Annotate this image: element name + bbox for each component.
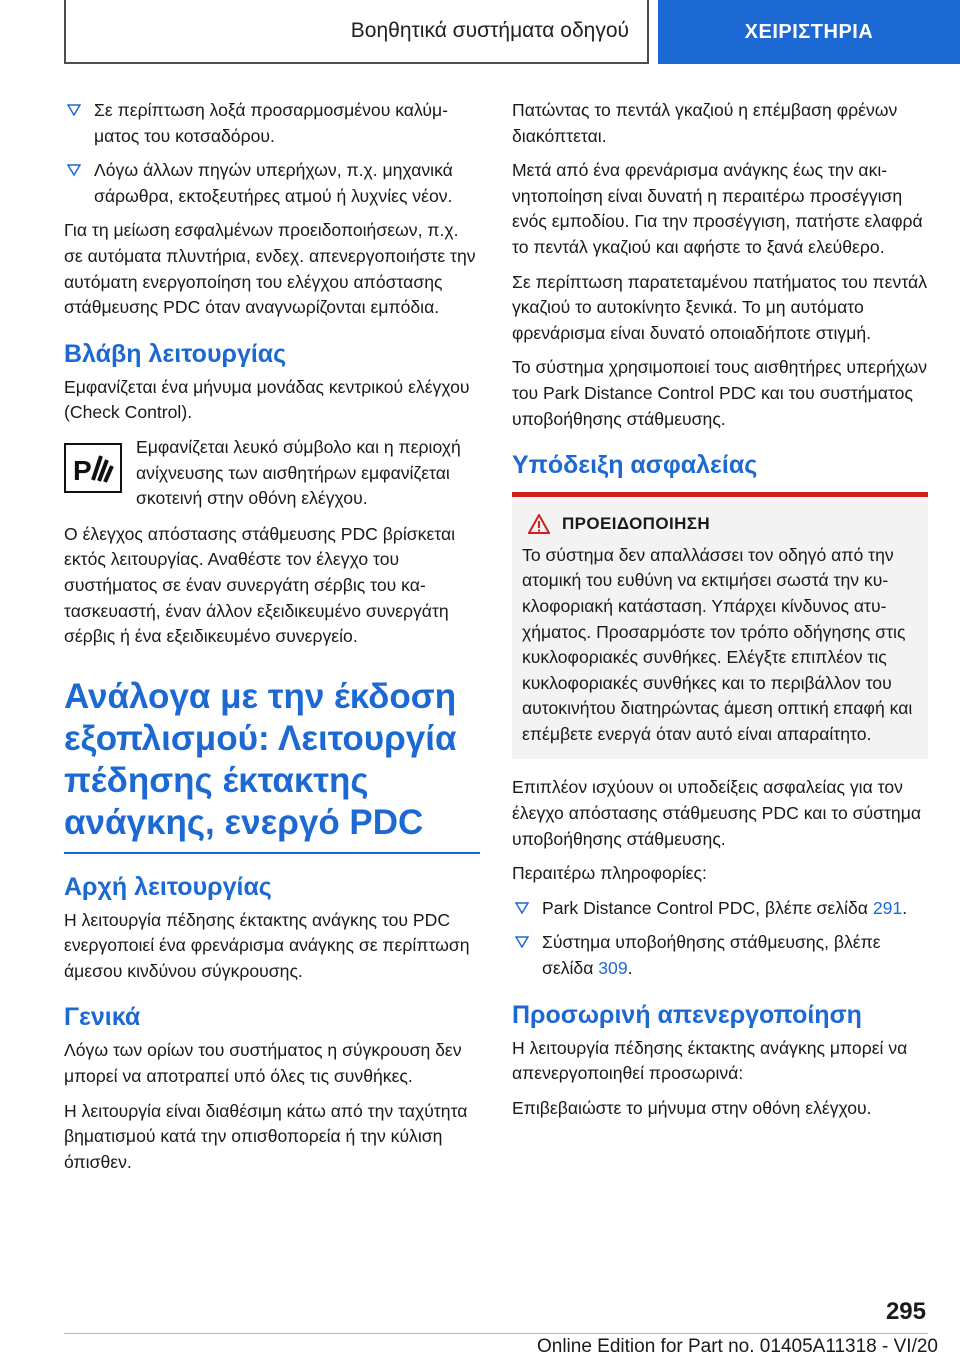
icon-note-text: Εμφανίζεται λευκό σύμβολο και η περιοχή ανίχνευσης των αισθητήρων εμφανίζεται σκοτεινή στην οθόνη ελέγχου.: [136, 436, 461, 509]
chapter-tab[interactable]: [658, 0, 960, 64]
right-column: [512, 98, 928, 1130]
list-item: Park Distance Control PDC, βλέπε σελίδα 291.: [512, 896, 928, 922]
paragraph: Λόγω των ορίων του συστήματος η σύγκρουση δεν μπορεί να αποτραπεί υπό όλες τις συνθήκες.: [64, 1040, 462, 1087]
page-link-309[interactable]: 309: [598, 958, 628, 979]
warning-text: Το σύστημα δεν απαλλάσσει τον οδηγό από την ατομική του ευθύνη να εκτιμήσει σωστά την κυκλοφοριακή κατάσταση. Υπάρχει κίνδυνος ατυχήματος. Προσαρμόστε τον τρόπο οδήγησης στις κυκλοφοριακές συνθήκες. Ελέγξτε επιπλέον τις κυκλοφοριακές συνθήκες και το περιβάλλον του αυτοκινήτου διατηρώντας άμεση οπτική επαφή και επέμβετε ενεργά όταν αυτό είναι απαραίτητο.: [522, 544, 913, 744]
warning-title: ΠΡΟΕΙΔΟΠΟΙΗΣΗ: [562, 514, 711, 534]
left-column: [64, 98, 480, 1184]
list-item: [64, 158, 480, 209]
list-item-text: Park Distance Control PDC, βλέπε σελίδα: [542, 897, 868, 918]
list-item-text: Σε περίπτωση λοξά προσαρμοσμένου καλύμματος του κοτσαδόρου.: [94, 100, 448, 146]
paragraph: Περαιτέρω πληροφορίες:: [512, 863, 707, 884]
paragraph: Η λειτουργία πέδησης έκτακτης ανάγκης του PDC ενεργοποιεί ένα φρενάρισμα ανάγκης σε περίπτωση άμεσου κινδύνου σύγκρουσης.: [64, 909, 470, 981]
heading-principle: Αρχή λειτουργίας: [64, 872, 272, 901]
paragraph: Για τη μείωση εσφαλμένων προειδοποιήσεων, π.χ. σε αυτόματα πλυντήρια, ενδεχ. απενεργοποιήστε την αυτόματη ενεργοποίηση του ελέγχου απόστασης στάθμευσης PDC όταν αναγνωρίζονται εμπόδια.: [64, 220, 476, 318]
bullet-triangle-icon: [67, 104, 81, 116]
heading-temp-deactivation: Προσωρινή απενεργοποίηση: [512, 1000, 862, 1029]
paragraph: Επιβεβαιώστε το μήνυμα στην οθόνη ελέγχου.: [512, 1097, 872, 1118]
warning-triangle-icon: [528, 514, 550, 534]
paragraph: Σε περίπτωση παρατεταμένου πατήματος του πεντάλ γκαζιού το αυτοκίνητο ξενικά. Το μη αυτόματο φρενάρισμα είναι δυνατό οποιαδήποτε στιγμή.: [512, 271, 927, 343]
paragraph: Πατώντας το πεντάλ γκαζιού η επέμβαση φρένων διακόπτεται.: [512, 100, 898, 146]
page-number: 295: [885, 1298, 926, 1325]
svg-text:P: P: [73, 454, 92, 486]
list-item-text: Σύστημα υποβοήθησης στάθμευσης, βλέπε σελίδα: [542, 932, 881, 979]
pdc-sensor-icon: [64, 443, 122, 493]
heading-safety: Υπόδειξη ασφαλείας: [512, 451, 758, 480]
footer-divider: [64, 1333, 928, 1334]
heading-main: Ανάλογα με την έκδοση εξοπλισμού: Λειτουργία πέδησης έκτακτης ανάγκης, ενεργό PDC: [64, 676, 480, 854]
paragraph: Το σύστημα χρησιμοποιεί τους αισθητήρες υπερήχων του Park Distance Control PDC και του συστήματος υποβοήθησης στάθμευσης.: [512, 357, 928, 429]
bullet-triangle-icon: [515, 902, 529, 914]
heading-fault: Βλάβη λειτουργίας: [64, 339, 287, 368]
list-item: Σύστημα υποβοήθησης στάθμευσης, βλέπε σελίδα 309.: [512, 930, 928, 981]
section-title: Βοηθητικά συστήματα οδηγού: [350, 19, 629, 42]
list-item: [64, 98, 480, 149]
paragraph: Εμφανίζεται ένα μήνυμα μονάδας κεντρικού ελέγχου (Check Control).: [64, 376, 470, 423]
heading-general: Γενικά: [64, 1003, 141, 1032]
page-link-291[interactable]: 291: [872, 897, 903, 918]
warning-header: [522, 511, 922, 537]
paragraph: Μετά από ένα φρενάρισμα ανάγκης έως την ακινητοποίηση είναι δυνατή η περαιτέρω προσέγγιση ενός εμποδίου. Για την προσέγγιση, πατήστε ελαφρά το πεντάλ γκαζιού και αφήστε το ξανά ελεύθερο.: [512, 160, 923, 257]
bullet-triangle-icon: [515, 936, 529, 948]
bullet-triangle-icon: [67, 164, 81, 176]
chapter-label: ΧΕΙΡΙΣΤΗΡΙΑ: [744, 20, 874, 43]
warning-box: [512, 492, 928, 759]
icon-note: [64, 435, 480, 512]
paragraph: Η λειτουργία πέδησης έκτακτης ανάγκης μπορεί να απενεργοποιηθεί προσωρινά:: [512, 1037, 908, 1084]
paragraph: Ο έλεγχος απόστασης στάθμευσης PDC βρίσκεται εκτός λειτουργίας. Αναθέστε τον έλεγχο του συστήματος σε έναν συνεργάτη σέρβις του κατασκευαστή, έναν άλλον εξειδικευμένο συνεργάτη σέρβις ή ένα εξειδικευμένο συνεργείο.: [64, 523, 456, 647]
list-item-text: Λόγω άλλων πηγών υπερήχων, π.χ. μηχανικά σάρωθρα, εκτοξευτήρες ατμού ή λυχνίες νέον.: [94, 160, 453, 206]
footer-text: Online Edition for Part no. 01405A11318 - VI/20: [536, 1336, 938, 1357]
paragraph: Επιπλέον ισχύουν οι υποδείξεις ασφαλείας για τον έλεγχο απόστασης στάθμευσης PDC και το σύστημα υποβοήθησης στάθμευσης.: [512, 777, 922, 849]
paragraph: Η λειτουργία είναι διαθέσιμη κάτω από την ταχύτητα βηματισμού κατά την οπισθοπορεία ή την κύλιση όπισθεν.: [64, 1100, 468, 1172]
section-header: [64, 0, 649, 64]
